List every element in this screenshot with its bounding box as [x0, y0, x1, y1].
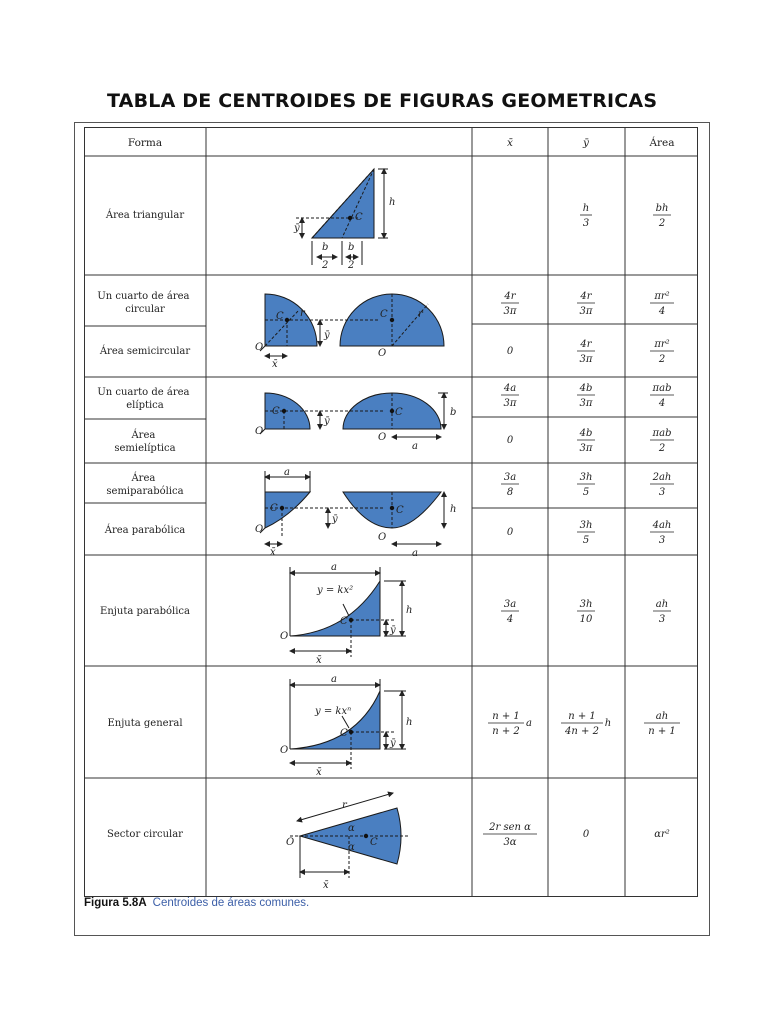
ellipse-b-label: b [450, 407, 457, 418]
row-8-ybar-suffix: h [604, 718, 612, 729]
row-7-xbar-numerator: 3a [503, 599, 517, 610]
semiparabola-a-label: a [284, 467, 290, 478]
shape-name-parabolic-spandrel: Enjuta parabólica [100, 606, 190, 617]
header-xbar: x̄ [507, 137, 513, 149]
row-2-area-denominator: 2 [658, 354, 666, 365]
row-8-area-denominator: n + 1 [648, 726, 676, 737]
triangle-ybar-label: ȳ [294, 223, 300, 234]
circular-sector-xbar-label: x̄ [323, 880, 329, 891]
row-0-ybar-numerator: h [582, 203, 590, 214]
centroids-table [84, 127, 698, 897]
general-spandrel-diagram [290, 679, 406, 769]
row-5-area-numerator: 2ah [652, 472, 672, 483]
circle-ybar-label: ȳ [324, 330, 330, 341]
circular-sector-c-label: C [370, 837, 378, 848]
semiellipse-c-label: C [395, 407, 403, 418]
shape-name-semiparabola-line2: semiparabólica [106, 486, 184, 497]
semicircle-c-label: C [380, 309, 388, 320]
parabolic-spandrel-a-label: a [331, 562, 337, 573]
row-0-area-numerator: bh [655, 203, 669, 214]
circular-sector-r-label: r [342, 800, 347, 811]
shape-name-triangular: Área triangular [105, 210, 185, 221]
row-0-ybar-denominator: 3 [582, 218, 590, 229]
quarter-circle-c-label: C [276, 311, 284, 322]
triangle-c-label: C [355, 212, 363, 223]
page-title: TABLA DE CENTROIDES DE FIGURAS GEOMETRICAS [107, 90, 658, 112]
shape-name-semiparabola [106, 472, 183, 497]
row-3-area-numerator: πab [652, 383, 672, 394]
general-spandrel-o-label: O [280, 745, 289, 756]
row-4-area-numerator: πab [652, 428, 672, 439]
row-9-xbar-denominator: 3α [503, 837, 517, 848]
parabolic-spandrel-diagram [290, 567, 406, 657]
row-2-ybar-numerator: 4r [580, 339, 592, 350]
parabola-ybar-label: ȳ [332, 514, 338, 525]
row-3-ybar-numerator: 4b [579, 383, 593, 394]
parabolic-spandrel-o-label: O [280, 631, 289, 642]
semiparabola-c-label: C [270, 503, 278, 514]
circular-sector-diagram [290, 793, 410, 878]
row-6-area-denominator: 3 [658, 535, 666, 546]
shape-name-semiellipse [114, 429, 175, 454]
row-5-xbar-denominator: 8 [506, 487, 514, 498]
figure-caption-text: Centroides de áreas comunes. [152, 897, 310, 909]
ellipse-a-label: a [412, 441, 418, 452]
general-spandrel-labels [280, 674, 412, 778]
row-4-xbar-value: 0 [506, 435, 514, 446]
parabola-a-label: a [412, 548, 418, 559]
header-forma: Forma [127, 137, 163, 149]
quarter-ellipse-o-label: O [255, 426, 264, 437]
parabola-o-label: O [378, 532, 387, 543]
quarter-ellipse-c-label: C [272, 406, 280, 417]
general-spandrel-xbar-label: x̄ [316, 767, 322, 778]
general-spandrel-equation: y = kxⁿ [315, 706, 352, 717]
row-4-ybar-denominator: 3π [579, 443, 593, 454]
row-2-ybar-denominator: 3π [579, 354, 593, 365]
row-1-ybar-numerator: 4r [580, 291, 592, 302]
shape-name-quarter-circle-line1: Un cuarto de área [97, 291, 190, 302]
row-1-area-numerator: πr² [654, 291, 670, 302]
row-1-xbar-numerator: 4r [504, 291, 516, 302]
row-4-ybar-numerator: 4b [579, 428, 593, 439]
parabolic-spandrel-ybar-label: ȳ [390, 625, 396, 636]
circular-sector-alpha-label-1: α [348, 823, 355, 834]
row-8-ybar-denominator: 4n + 2 [565, 726, 599, 737]
shape-name-semicircle: Área semicircular [99, 346, 191, 357]
row-1-xbar-denominator: 3π [503, 306, 517, 317]
figure-caption [84, 897, 309, 909]
shape-name-semiellipse-line1: Área [131, 430, 156, 441]
general-spandrel-shape [290, 691, 380, 749]
row-4-area-denominator: 2 [658, 443, 666, 454]
quarter-circle-o-label: O [255, 342, 264, 353]
row-7-ybar-denominator: 10 [579, 614, 593, 625]
row-3-xbar-denominator: 3π [503, 398, 517, 409]
parabolic-spandrel-xbar-label: x̄ [316, 655, 322, 666]
row-6-ybar-numerator: 3h [579, 520, 593, 531]
triangle-b-label-1: b [322, 242, 329, 253]
shape-name-semiparabola-line1: Área [131, 473, 156, 484]
row-5-xbar-numerator: 3a [503, 472, 517, 483]
row-8-xbar-numerator: n + 1 [492, 711, 520, 722]
row-5-ybar-denominator: 5 [582, 487, 590, 498]
general-spandrel-c-label: C [340, 728, 348, 739]
shape-name-circular-sector: Sector circular [107, 829, 183, 840]
circular-sector-o-label: O [286, 837, 295, 848]
row-7-area-numerator: ah [655, 599, 669, 610]
ellipse-ybar-label: ȳ [324, 416, 330, 427]
parabola-c-label: C [396, 505, 404, 516]
shape-name-quarter-ellipse-line2: elíptica [126, 400, 164, 411]
semiellipse-o-label: O [378, 432, 387, 443]
shape-name-quarter-ellipse [97, 387, 192, 411]
row-6-xbar-value: 0 [506, 527, 514, 538]
figure-number: Figura 5.8A [84, 897, 147, 909]
shape-name-quarter-circle [97, 291, 192, 315]
row-7-xbar-denominator: 4 [506, 614, 514, 625]
row-9-ybar-value: 0 [582, 829, 590, 840]
parabola-diagrams [260, 471, 444, 544]
circle-diagrams [260, 294, 444, 356]
formula-cells [483, 203, 680, 848]
row-8-xbar-suffix: a [526, 718, 532, 729]
row-8-ybar-numerator: n + 1 [568, 711, 596, 722]
row-7-area-denominator: 3 [658, 614, 666, 625]
parabola-h-label: h [450, 504, 457, 515]
shape-name-quarter-ellipse-line1: Un cuarto de área [97, 387, 190, 398]
shape-name-general-spandrel: Enjuta general [107, 718, 183, 729]
row-7-ybar-numerator: 3h [579, 599, 593, 610]
row-3-area-denominator: 4 [658, 398, 666, 409]
parabolic-spandrel-labels [280, 562, 412, 666]
row-3-xbar-numerator: 4a [503, 383, 517, 394]
row-9-area-value: αr² [654, 829, 670, 840]
general-spandrel-ybar-label: ȳ [390, 738, 396, 749]
parabolic-spandrel-c-label: C [340, 616, 348, 627]
row-2-area-numerator: πr² [654, 339, 670, 350]
parabolic-spandrel-equation: y = kx² [317, 585, 354, 596]
row-8-xbar-denominator: n + 2 [492, 726, 520, 737]
row-5-ybar-numerator: 3h [579, 472, 593, 483]
shape-names [97, 209, 192, 840]
parabolic-spandrel-h-label: h [406, 605, 413, 616]
row-0-area-denominator: 2 [658, 218, 666, 229]
row-9-xbar-numerator: 2r sen α [489, 822, 531, 833]
semicircle-r-label: r [418, 309, 423, 320]
row-3-ybar-denominator: 3π [579, 398, 593, 409]
general-spandrel-a-label: a [331, 674, 337, 685]
semicircle-o-label: O [378, 348, 387, 359]
table-header [128, 135, 675, 149]
parabola-xbar-label: x̄ [270, 547, 276, 558]
semiparabola-o-label: O [255, 524, 264, 535]
circle-xbar-label: x̄ [272, 359, 278, 370]
triangle-b-label-2: b [348, 242, 355, 253]
triangle-h-label: h [389, 197, 396, 208]
row-6-area-numerator: 4ah [652, 520, 672, 531]
triangle-diagram [296, 169, 388, 265]
triangle-two-label-2: 2 [348, 260, 355, 271]
triangle-two-label-1: 2 [322, 260, 329, 271]
row-1-ybar-denominator: 3π [579, 306, 593, 317]
shape-name-parabola: Área parabólica [104, 525, 186, 536]
quarter-circle-r-label: r [300, 308, 305, 319]
header-area: Área [649, 137, 675, 149]
header-ybar: ȳ [583, 137, 589, 149]
row-8-area-numerator: ah [655, 711, 669, 722]
row-2-xbar-value: 0 [506, 346, 514, 357]
row-5-area-denominator: 3 [658, 487, 666, 498]
shape-name-semiellipse-line2: semielíptica [114, 443, 176, 454]
general-spandrel-h-label: h [406, 717, 413, 728]
shape-name-quarter-circle-line2: circular [125, 304, 165, 315]
row-1-area-denominator: 4 [658, 306, 666, 317]
circular-sector-alpha-label-2: α [348, 842, 355, 853]
row-6-ybar-denominator: 5 [582, 535, 590, 546]
ellipse-diagrams [260, 393, 448, 437]
